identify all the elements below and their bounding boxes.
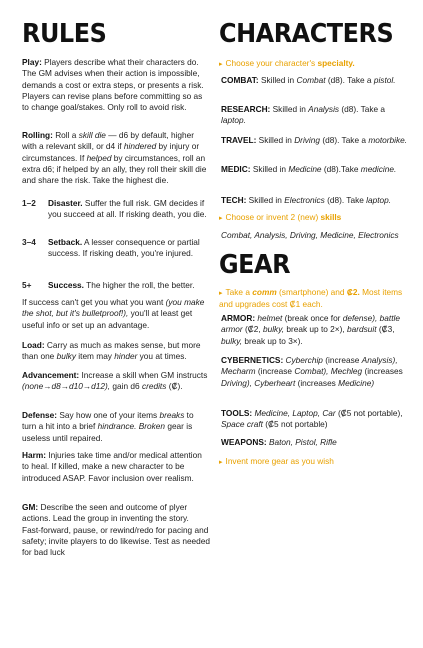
armor-entry: ARMOR: helmet (break once for defense), battle armor (₡2, bulky, break up to 2×), bardsuit (₡3, bulky, break up to 3×). xyxy=(221,313,400,346)
cybernetics-entry: CYBERNETICS: Cyberchip (increase Analysis), Mecharm (increase Combat), Mechleg (increases Driving), Cyberheart (increases Medicine) xyxy=(221,355,403,388)
invent-gear-instruction: ▸ Invent more gear as you wish xyxy=(219,456,334,466)
arrow-icon: ▸ xyxy=(219,459,223,466)
gear-title: GEAR xyxy=(219,250,291,280)
arrow-icon: ▸ xyxy=(219,215,223,222)
specialty-combat: COMBAT: Skilled in Combat (d8). Take a pistol. xyxy=(221,75,396,85)
weapons-entry: WEAPONS: Baton, Pistol, Rifle xyxy=(221,437,337,447)
gm-paragraph: GM: Describe the seen and outcome of plyer actions. Lead the group in inventing the story. Fast-forward, pause, or rewind/redo for pacing and safety; invite players to do likewise. Test as needed for bad luck xyxy=(22,502,211,558)
rolling-paragraph: Rolling: Roll a skill die — d6 by default, higher with a relevant skill, or d4 if hindered by injury or circumstances. If helped by circumstances, roll an extra d6; if helped by an ally, they roll their skill die and share the risk. Take the highest die. xyxy=(22,130,207,186)
specialty-research: RESEARCH: Skilled in Analysis (d8). Take a laptop. xyxy=(221,104,386,126)
specialty-medic: MEDIC: Skilled in Medicine (d8).Take medicine. xyxy=(221,164,397,174)
fail-forward-paragraph: If success can't get you what you want (you make the shot, but it's bulletproof!), you'll at least get useful info or set up an advantage. xyxy=(22,297,205,330)
arrow-icon: ▸ xyxy=(219,61,223,68)
load-paragraph: Load: Carry as much as makes sense, but more than one bulky item may hinder you at times. xyxy=(22,340,201,362)
play-paragraph: Play: Players describe what their characters do. The GM advises when their action is impossible, demands a cost or extra steps, or presents a risk. Players can revise plans before committing so as to change goal/stakes. Only roll to avoid risk. xyxy=(22,57,204,113)
defense-paragraph: Defense: Say how one of your items breaks to turn a hit into a brief hindrance. Broken gear is useless until repaired. xyxy=(22,410,194,443)
skills-list: Combat, Analysis, Driving, Medicine, Electronics xyxy=(221,230,399,240)
arrow-icon: ▸ xyxy=(219,290,223,297)
advancement-paragraph: Advancement: Increase a skill when GM instructs (none→d8→d10→d12), gain d6 credits (₡). xyxy=(22,370,208,392)
rules-title: RULES xyxy=(22,19,107,49)
characters-title: CHARACTERS xyxy=(219,19,394,49)
specialty-tech: TECH: Skilled in Electronics (d8). Take laptop. xyxy=(221,195,392,205)
harm-paragraph: Harm: Injuries take time and/or medical attention to heal. If killed, make a new character to be introduced ASAP. Favor inclusion over realism. xyxy=(22,450,202,483)
choose-specialty-instruction: ▸ Choose your character's specialty. xyxy=(219,58,355,68)
comm-instruction: ▸ Take a comm (smartphone) and ₡2. Most items and upgrades cost ₡1 each. xyxy=(219,287,403,310)
specialty-travel: TRAVEL: Skilled in Driving (d8). Take a motorbike. xyxy=(221,135,408,145)
tools-entry: TOOLS: Medicine, Laptop, Car (₡5 not portable), Space craft (₡5 not portable) xyxy=(221,408,403,430)
choose-skills-instruction: ▸ Choose or invent 2 (new) skills xyxy=(219,212,342,222)
